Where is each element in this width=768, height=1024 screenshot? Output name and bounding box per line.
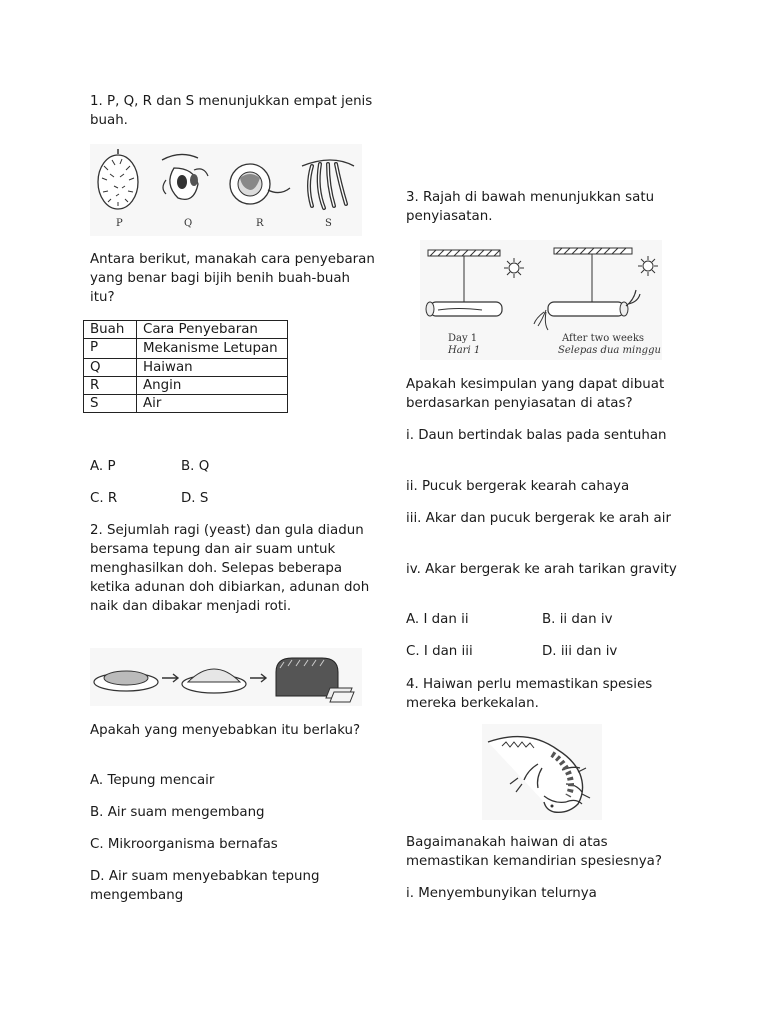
q2-prompt: Apakah yang menyebabkan itu berlaku? [90, 723, 361, 738]
table-cell: P [84, 339, 137, 359]
q2-option-b: B. Air suam mengembang [90, 805, 265, 820]
q3-statement-iii: iii. Akar dan pucuk bergerak ke arah air [406, 511, 671, 526]
q4-statement-i: i. Menyembunyikan telurnya [406, 886, 597, 901]
table-cell: Air [137, 395, 288, 413]
sun-icon [638, 256, 658, 276]
crocodile-icon [482, 724, 602, 820]
q4-question: 4. Haiwan perlu memastikan spesies mereka berkekalan. [406, 677, 653, 711]
fruit-label-r: R [256, 218, 264, 229]
q1-prompt: Antara berikut, manakah cara penyebaran yang benar bagi bijih benih buah-buah itu? [90, 252, 375, 305]
dough-plate-icon [94, 671, 158, 691]
q3-option-c: C. I dan iii [406, 644, 473, 659]
q2-option-d: D. Air suam menyebabkan tepung mengembang [90, 869, 320, 903]
table-header-cell: Cara Penyebaran [137, 321, 288, 339]
day1-setup-icon [426, 250, 502, 316]
q3-statement-ii: ii. Pucuk bergerak kearah cahaya [406, 479, 630, 494]
day1-label: Day 1 [448, 333, 478, 344]
q1-option-d: D. S [181, 491, 209, 506]
table-row [84, 395, 288, 413]
q3-option-d: D. iii dan iv [542, 644, 618, 659]
table-header-cell: Buah [84, 321, 137, 339]
fruit-s-icon [302, 160, 354, 208]
table-cell: R [84, 377, 137, 395]
fruit-label-q: Q [184, 218, 193, 229]
fruit-label-s: S [325, 218, 332, 229]
fruit-p-icon [98, 149, 138, 209]
table-cell: Q [84, 359, 137, 377]
table-cell: S [84, 395, 137, 413]
fruit-r-icon [230, 164, 290, 204]
q3-prompt: Apakah kesimpulan yang dapat dibuat berdasarkan penyiasatan di atas? [406, 377, 665, 411]
fruit-label-p: P [116, 218, 123, 229]
q3-option-a: A. I dan ii [406, 612, 469, 627]
after-ms-label: Selepas dua minggu [558, 345, 661, 356]
fruit-q-icon [162, 154, 208, 199]
q2-question: 2. Sejumlah ragi (yeast) dan gula diadun bersama tepung dan air suam untuk menghasilkan doh. Selepas beberapa ketika adunan doh dibiarkan, adunan doh naik dan dibakar menjadi roti. [90, 523, 370, 614]
q1-question: 1. P, Q, R dan S menunjukkan empat jenis buah. [90, 94, 373, 128]
q1-table [83, 320, 288, 413]
after-label: After two weeks [562, 333, 645, 344]
q1-option-a: A. P [90, 459, 116, 474]
q3-question: 3. Rajah di bawah menunjukkan satu penyiasatan. [406, 190, 655, 224]
crocodile-figure [482, 724, 602, 820]
q1-option-b: B. Q [181, 459, 210, 474]
table-header-row [84, 321, 288, 339]
arrow-icon [250, 674, 266, 682]
arrow-icon [162, 674, 178, 682]
q2-option-c: C. Mikroorganisma bernafas [90, 837, 278, 852]
table-cell: Angin [137, 377, 288, 395]
investigation-figure [420, 240, 662, 360]
bread-figure [90, 648, 362, 706]
q3-option-b: B. ii dan iv [542, 612, 613, 627]
day1-ms-label: Hari 1 [448, 345, 481, 356]
risen-dough-icon [182, 669, 246, 693]
table-row [84, 359, 288, 377]
fruits-figure [90, 144, 362, 236]
table-row [84, 377, 288, 395]
q3-statement-i: i. Daun bertindak balas pada sentuhan [406, 428, 667, 443]
q3-statement-iv: iv. Akar bergerak ke arah tarikan gravity [406, 562, 677, 577]
q1-option-c: C. R [90, 491, 118, 506]
after-setup-icon [534, 248, 640, 330]
sun-icon [504, 258, 524, 278]
q2-option-a: A. Tepung mencair [90, 773, 215, 788]
table-cell: Haiwan [137, 359, 288, 377]
q4-prompt: Bagaimanakah haiwan di atas memastikan kemandirian spesiesnya? [406, 835, 662, 869]
table-cell: Mekanisme Letupan [137, 339, 288, 359]
table-row [84, 339, 288, 359]
bread-loaf-icon [276, 658, 354, 702]
